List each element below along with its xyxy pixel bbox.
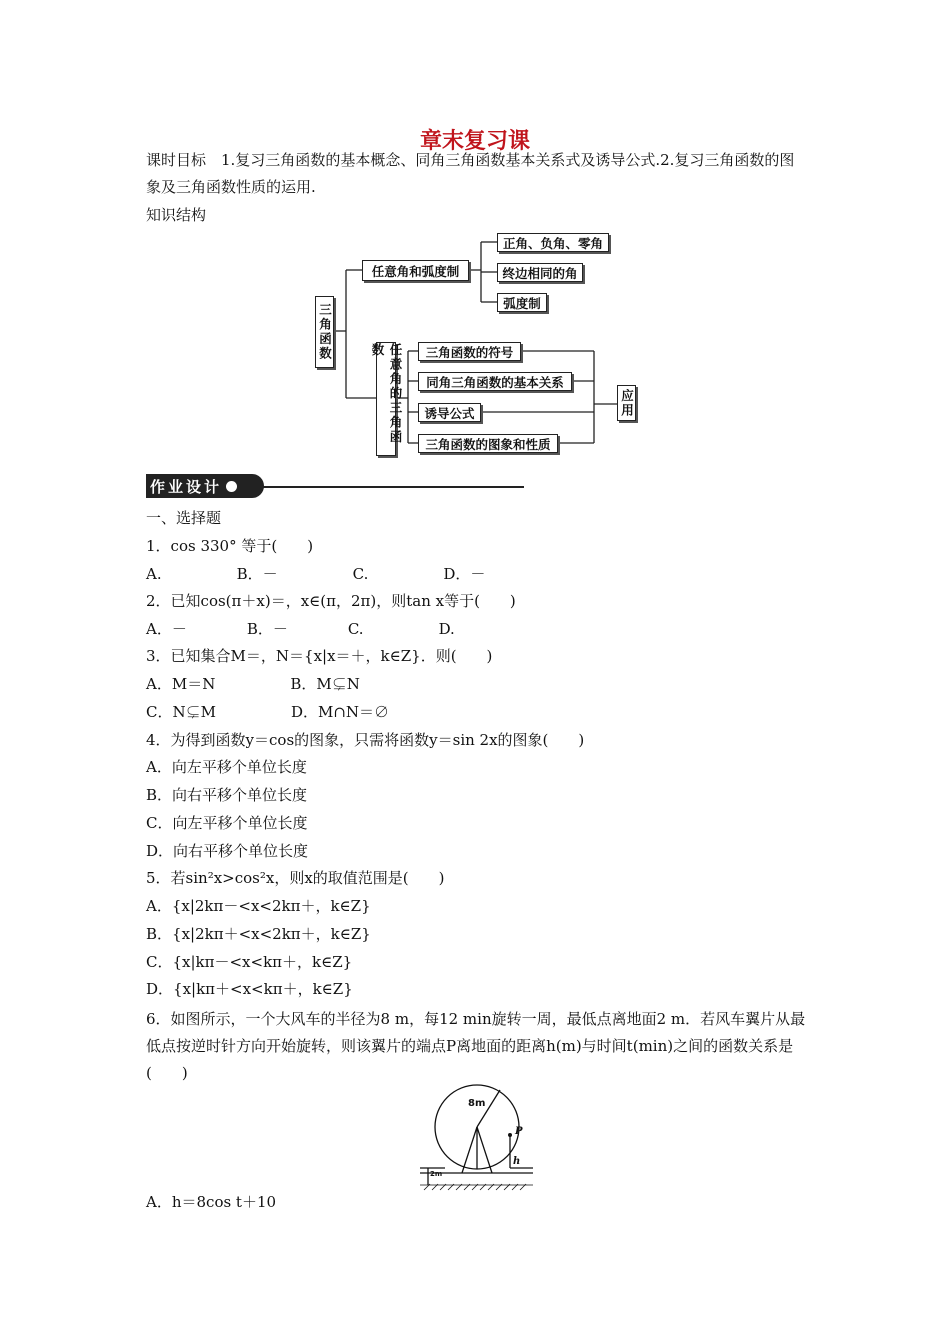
diagram-node-signs: 三角函数的符号 [418, 342, 521, 361]
question-4-option-c: C．向左平移个单位长度 [146, 814, 308, 832]
question-5-option-a: A．{x|2kπ－<x<2kπ＋，k∈Z} [146, 897, 371, 915]
diagram-node-radian: 弧度制 [497, 293, 547, 312]
diagram-node-trig-any-angle: 任意角的三角函数 [376, 342, 396, 456]
question-6-stem: 6．如图所示，一个大风车的半径为8 m，每12 min旋转一周，最低点离地面2 m．若风车翼片从最低点按逆时针方向开始旋转，则该翼片的端点P离地面的距离h(m)与时间t(min)之间的函数关系是( ) [146, 1010, 806, 1082]
question-2-options: A．－ B．－ C. D. [146, 620, 455, 638]
question-1-options: A. B．－ C. D．－ [146, 565, 486, 583]
diagram-root-node: 三角函数 [315, 296, 334, 368]
section-subtitle: 一、选择题 [146, 509, 222, 527]
diagram-node-application: 应用 [617, 385, 636, 421]
lesson-goal: 课时目标 1.复习三角函数的基本概念、同角三角函数基本关系式及诱导公式.2.复习三角函数的图象及三角函数性质的运用. [146, 151, 795, 196]
question-5-option-d: D．{x|kπ＋<x<kπ＋，k∈Z} [146, 980, 353, 998]
radius-label: 8m [468, 1098, 486, 1109]
question-4-option-b: B．向右平移个单位长度 [146, 786, 308, 804]
question-4-stem: 4．为得到函数y＝cos的图象，只需将函数y＝sin 2x的图象( ) [146, 731, 585, 749]
question-4-option-a: A．向左平移个单位长度 [146, 758, 307, 776]
diagram-node-coterminal: 终边相同的角 [497, 263, 583, 282]
divider [262, 486, 524, 488]
question-1-stem: 1．cos 330° 等于( ) [146, 537, 314, 555]
diagram-node-basic-relation: 同角三角函数的基本关系 [418, 372, 572, 391]
ground-height-label: 2m [430, 1170, 443, 1178]
knowledge-structure-title: 知识结构 [146, 206, 207, 224]
section-banner [146, 474, 264, 498]
diagram-node-angle-radian: 任意角和弧度制 [362, 260, 469, 281]
page-title: 章末复习课 [419, 129, 530, 154]
question-3-options-ab: A．M＝N B．M⊊N [146, 675, 360, 693]
question-2-stem: 2．已知cos(π＋x)＝，x∈(π，2π)，则tan x等于( ) [146, 592, 516, 610]
diagram-node-induction: 诱导公式 [418, 403, 481, 422]
question-5-stem: 5．若sin²x>cos²x，则x的取值范围是( ) [146, 869, 445, 887]
diagram-node-graph-properties: 三角函数的图象和性质 [418, 434, 558, 453]
question-3-stem: 3．已知集合M＝，N＝{x|x＝＋，k∈Z}．则( ) [146, 647, 493, 665]
bullet-icon [226, 481, 237, 492]
height-h-label: h [513, 1156, 521, 1167]
question-5-option-b: B．{x|2kπ＋<x<2kπ＋，k∈Z} [146, 925, 371, 943]
question-4-option-d: D．向右平移个单位长度 [146, 842, 309, 860]
diagram-node-positive-negative-zero: 正角、负角、零角 [497, 233, 609, 252]
question-6-option-a: A．h＝8cos t＋10 [146, 1193, 277, 1211]
section-banner-text: 作业设计 [150, 477, 223, 496]
question-3-options-cd: C．N⊊M D．M∩N＝∅ [146, 703, 390, 721]
question-5-option-c: C．{x|kπ－<x<kπ＋，k∈Z} [146, 953, 353, 971]
point-p-label: P [515, 1126, 523, 1137]
